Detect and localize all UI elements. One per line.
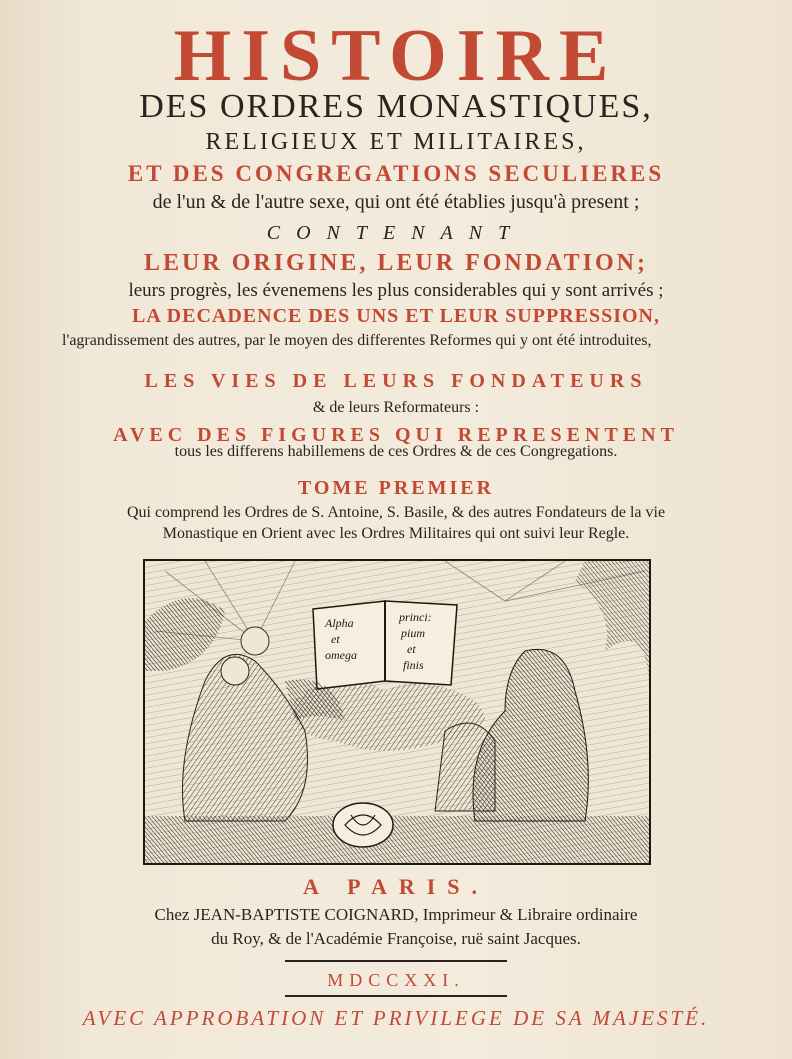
book-left-line-2: et — [331, 632, 340, 646]
book-left-line-1: Alpha — [325, 616, 354, 630]
comprend-line-2: Monastique en Orient avec les Ordres Militaires qui ont suivi leur Regle. — [162, 525, 630, 542]
printer-line-2: du Roy, & de l'Académie Françoise, ruë saint Jacques. — [211, 929, 581, 948]
rule-top — [285, 960, 507, 962]
monogram-cartouche — [333, 803, 393, 847]
rule-bottom — [285, 995, 507, 997]
contenant-heading: CONTENANT — [266, 222, 526, 244]
subtitle-line-2: RELIGIEUX ET MILITAIRES, — [205, 129, 587, 155]
subtitle-line-1: DES ORDRES MONASTIQUES, — [139, 88, 653, 125]
habillemens-line: tous les differens habillemens de ces Ordres & de ces Congregations. — [174, 443, 618, 460]
engraving-illustration — [145, 561, 649, 863]
book-left-line-3: omega — [325, 648, 357, 662]
figures-line: AVEC DES FIGURES QUI REPRESENTENT — [113, 424, 679, 446]
printer-line-1: Chez JEAN-BAPTISTE COIGNARD, Imprimeur & Libraire ordinaire — [154, 905, 638, 924]
imprint-year: MDCCXXI. — [327, 970, 465, 990]
book-right-line-3: et — [407, 642, 416, 656]
decadence-line: LA DECADENCE DES UNS ET LEUR SUPPRESSION, — [132, 305, 660, 327]
vies-line: LES VIES DE LEURS FONDATEURS — [144, 370, 648, 392]
sun-halo — [241, 627, 269, 655]
origine-line: LEUR ORIGINE, LEUR FONDATION; — [144, 250, 648, 276]
imprint-place: A PARIS. — [302, 874, 490, 899]
subtitle-line-4: de l'un & de l'autre sexe, qui ont été établies jusqu'à present ; — [152, 191, 640, 213]
tome-heading: TOME PREMIER — [297, 477, 495, 499]
subtitle-line-3: ET DES CONGREGATIONS SECULIERES — [127, 161, 665, 186]
page-title: HISTOIRE — [173, 15, 619, 97]
book-right-line-2: pium — [401, 626, 425, 640]
frontispiece-engraving — [143, 559, 651, 865]
comprend-line-1: Qui comprend les Ordres de S. Antoine, S. Basile, & des autres Fondateurs de la vie — [126, 504, 666, 521]
book-right-line-4: finis — [403, 658, 424, 672]
book-right-line-1: princi: — [399, 610, 432, 624]
privilege-line: AVEC APPROBATION ET PRIVILEGE DE SA MAJESTÉ. — [82, 1006, 710, 1030]
progres-line: leurs progrès, les évenemens les plus considerables qui y sont arrivés ; — [128, 280, 664, 301]
agrandissement-text: l'agrandissement des autres, par le moyen des differentes Reformes qui y ont été introduites, — [62, 332, 652, 349]
reformateurs-line: & de leurs Reformateurs : — [312, 399, 480, 416]
ground-shading — [145, 816, 649, 863]
